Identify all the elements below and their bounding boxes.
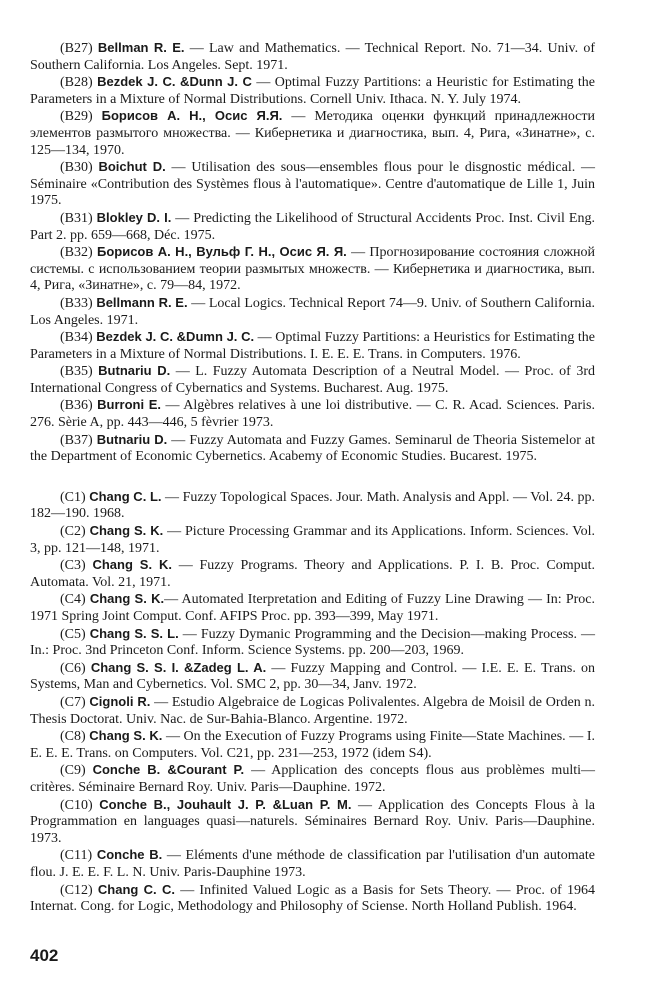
reference-code: (C4) xyxy=(60,592,86,608)
reference-code: (C10) xyxy=(60,797,93,813)
reference-text: — Application des concepts flous aus problèmes multi—critères. Séminaire Bernard Roy. Univ. Paris—Dauphine. 1972. xyxy=(30,763,595,795)
reference-authors: Chang C. C. xyxy=(97,881,175,897)
reference-entry xyxy=(30,626,595,660)
reference-entry xyxy=(30,74,595,108)
reference-code: (C6) xyxy=(60,660,86,676)
reference-text: — Predicting the Likelihood of Structural Accidents Proc. Inst. Civil Eng. Part 2. pp. 659—668, Déc. 1975. xyxy=(30,210,595,243)
reference-authors: Conche B., Jouhault J. P. &Luan P. M. xyxy=(99,796,352,812)
reference-code: (B32) xyxy=(60,245,93,261)
reference-code: (B34) xyxy=(60,330,93,346)
reference-text: — Fuzzy Automata and Fuzzy Games. Seminarul de Theoria Sistemelor at the Department of Economic Cybernetics. Acabemy of Economic Studies. Bucarest. 1975. xyxy=(30,432,595,465)
reference-entry xyxy=(30,244,595,295)
reference-entry xyxy=(30,728,595,762)
reference-code: (C11) xyxy=(60,848,93,864)
reference-code: (B28) xyxy=(60,75,93,91)
reference-code: (B29) xyxy=(60,109,93,125)
reference-authors: Bezdek J. C. &Dunn J. C xyxy=(97,74,252,90)
reference-text: — Utilisation des sous—ensembles flous pour le disgnostic médical. — Séminaire «Contribution des Systèmes flous à l'automatique». Centre d'automatique de Lille 1, Juin 1975. xyxy=(30,160,596,209)
reference-code: (C7) xyxy=(60,694,86,710)
reference-text: — Optimal Fuzzy Partitions: a Heuristic for Estimating the Parameters in a Mixture of Normal Distributions. Cornell Univ. Ithaca. N. Y. July 1974. xyxy=(30,75,596,107)
reference-entry xyxy=(30,210,595,244)
reference-entry xyxy=(30,397,595,431)
reference-code: (B31) xyxy=(60,210,93,226)
reference-authors: Bellman R. E. xyxy=(97,40,185,55)
reference-entry xyxy=(30,523,595,557)
reference-entry xyxy=(30,432,595,466)
reference-text: — Picture Processing Grammar and its Applications. Inform. Sciences. Vol. 3, pp. 121—148, 1971. xyxy=(30,524,595,556)
reference-text: — Infinited Valued Logic as a Basis for Sets Theory. — Proc. of 1964 Internat. Cong. for Logic, Methodology and Philosophy of Sciense. North Holland Publish. 1964. xyxy=(30,882,596,915)
reference-text: — Fuzzy Dymanic Programming and the Decision—making Process. — In.: Proc. 3nd Princeton Conf. Inform. Science Systems. pp. 200—203, 1969. xyxy=(30,626,596,659)
reference-entry xyxy=(30,847,595,881)
reference-authors: Butnariu D. xyxy=(96,431,168,447)
reference-code: (C5) xyxy=(60,626,86,642)
reference-authors: Boichut D. xyxy=(98,159,166,175)
reference-text: — Application des Concepts Flous à la Programmation en languages quasi—naturels. Séminaires Bernard Roy. Univ. Paris—Dauphine. 1973. xyxy=(30,797,596,846)
reference-text: — Automated Iterpretation and Editing of Fuzzy Line Drawing — In: Proc. 1971 Spring Joint Comput. Conf. AFIPS Proc. pp. 393—399, May 1971. xyxy=(30,592,595,624)
reference-code: (B37) xyxy=(60,432,93,448)
reference-authors: Cignoli R. xyxy=(89,693,151,709)
reference-entry xyxy=(30,660,595,694)
reference-authors: Butnariu D. xyxy=(98,363,171,379)
reference-authors: Burroni E. xyxy=(97,397,162,413)
reference-entry xyxy=(30,40,595,74)
reference-code: (C1) xyxy=(60,489,86,505)
reference-authors: Conche B. &Courant P. xyxy=(92,762,245,778)
reference-text: — Optimal Fuzzy Partitions: a Heuristics for Estimating the Parameters in a Mixture of Normal Distributions. I. E. E. E. Trans. in Computers. 1976. xyxy=(30,330,595,362)
reference-code: (B30) xyxy=(60,160,93,176)
reference-entry xyxy=(30,882,595,916)
reference-text: — Методика оценки функций принадлежности элементов размытого множества. — Кибернетика и диагностика, вып. 4, Рига, «Зинатне», с. 125—134, 1970. xyxy=(30,109,596,158)
reference-code: (C9) xyxy=(60,763,86,779)
reference-text: — Local Logics. Technical Report 74—9. Univ. of Southern California. Los Angeles. 1971. xyxy=(30,295,595,328)
reference-authors: Conche B. xyxy=(96,847,163,863)
reference-authors: Blokley D. I. xyxy=(96,209,172,225)
reference-entry xyxy=(30,108,595,159)
reference-entry xyxy=(30,329,595,363)
reference-entry xyxy=(30,363,595,397)
reference-list-b xyxy=(30,40,595,466)
reference-code: (C12) xyxy=(60,882,93,898)
reference-code: (B36) xyxy=(60,398,93,414)
reference-entry xyxy=(30,489,595,523)
reference-entry xyxy=(30,762,595,796)
reference-entry xyxy=(30,295,595,329)
reference-entry xyxy=(30,159,595,210)
reference-text: — Fuzzy Programs. Theory and Applications. P. I. B. Proc. Comput. Automata. Vol. 21, 1971. xyxy=(30,558,595,590)
reference-code: (C3) xyxy=(60,558,86,574)
bibliography-page xyxy=(30,40,595,916)
reference-authors: Борисов А. Н., Осис Я.Я. xyxy=(101,108,283,124)
reference-authors: Chang S. S. I. &Zadeg L. A. xyxy=(90,659,267,675)
page-number: 402 xyxy=(30,946,59,965)
reference-text: — Algèbres relatives à une loi distributive. — C. R. Acad. Sciences. Paris. 276. Sèrie A, pp. 443—446, 5 fèvrier 1973. xyxy=(30,398,596,431)
reference-authors: Bellmann R. E. xyxy=(96,294,188,310)
reference-text: — L. Fuzzy Automata Description of a Neutral Model. — Proc. of 3rd International Congress of Cybernatics and Systems. Bucharest. Aug. 1975. xyxy=(30,364,595,396)
reference-text: — Прогнозирование состояния сложной системы. с использованием теории размытых множеств. — Кибернетика и диагностика, вып. 4, Рига, «Зинатне», с. 79—84, 1972. xyxy=(30,245,595,294)
reference-text: — Law and Mathematics. — Technical Report. No. 71—34. Univ. of Southern California. Los Angeles. Sept. 1971. xyxy=(30,41,596,73)
reference-code: (C8) xyxy=(60,729,86,745)
reference-authors: Chang S. K. xyxy=(89,591,165,607)
reference-list-c xyxy=(30,489,595,916)
reference-entry xyxy=(30,797,595,848)
reference-text: — Eléments d'une méthode de classification par l'utilisation d'un automate flou. J. E. E. F. L. N. Univ. Paris-Dauphine 1973. xyxy=(30,848,595,880)
reference-text: — On the Execution of Fuzzy Programs using Finite—State Machines. — I. E. E. E. Trans. on Computers. Vol. C21, pp. 231—253, 1972 (idem S4). xyxy=(30,729,596,761)
reference-entry xyxy=(30,591,595,625)
reference-authors: Chang C. L. xyxy=(89,488,162,504)
section-gap xyxy=(30,466,595,489)
reference-text: — Fuzzy Topological Spaces. Jour. Math. Analysis and Appl. — Vol. 24. pp. 182—190. 1968. xyxy=(30,489,596,522)
reference-authors: Chang S. K. xyxy=(92,557,172,573)
reference-authors: Chang S. K. xyxy=(89,728,163,744)
reference-entry xyxy=(30,694,595,728)
reference-code: (C2) xyxy=(60,524,86,540)
reference-text: — Fuzzy Mapping and Control. — I.E. E. E. Trans. on Systems, Man and Cybernetics. Vol. SMC 2, pp. 30—34, Janv. 1972. xyxy=(30,660,595,693)
reference-authors: Bezdek J. C. &Dumn J. C. xyxy=(96,329,255,345)
reference-authors: Chang S. K. xyxy=(89,523,164,539)
reference-code: (B33) xyxy=(60,295,93,311)
reference-authors: Борисов А. Н., Вульф Г. Н., Осис Я. Я. xyxy=(96,244,347,260)
reference-entry xyxy=(30,557,595,591)
reference-code: (B35) xyxy=(60,364,93,380)
reference-authors: Chang S. S. L. xyxy=(89,625,179,641)
reference-text: — Estudio Algebraice de Logicas Polivalentes. Algebra de Moisil de Orden n. Thesis Doctorat. Univ. Nac. de Sur-Bahia-Blanco. Argentine. 1972. xyxy=(30,694,595,727)
reference-code: (B27) xyxy=(60,41,93,56)
